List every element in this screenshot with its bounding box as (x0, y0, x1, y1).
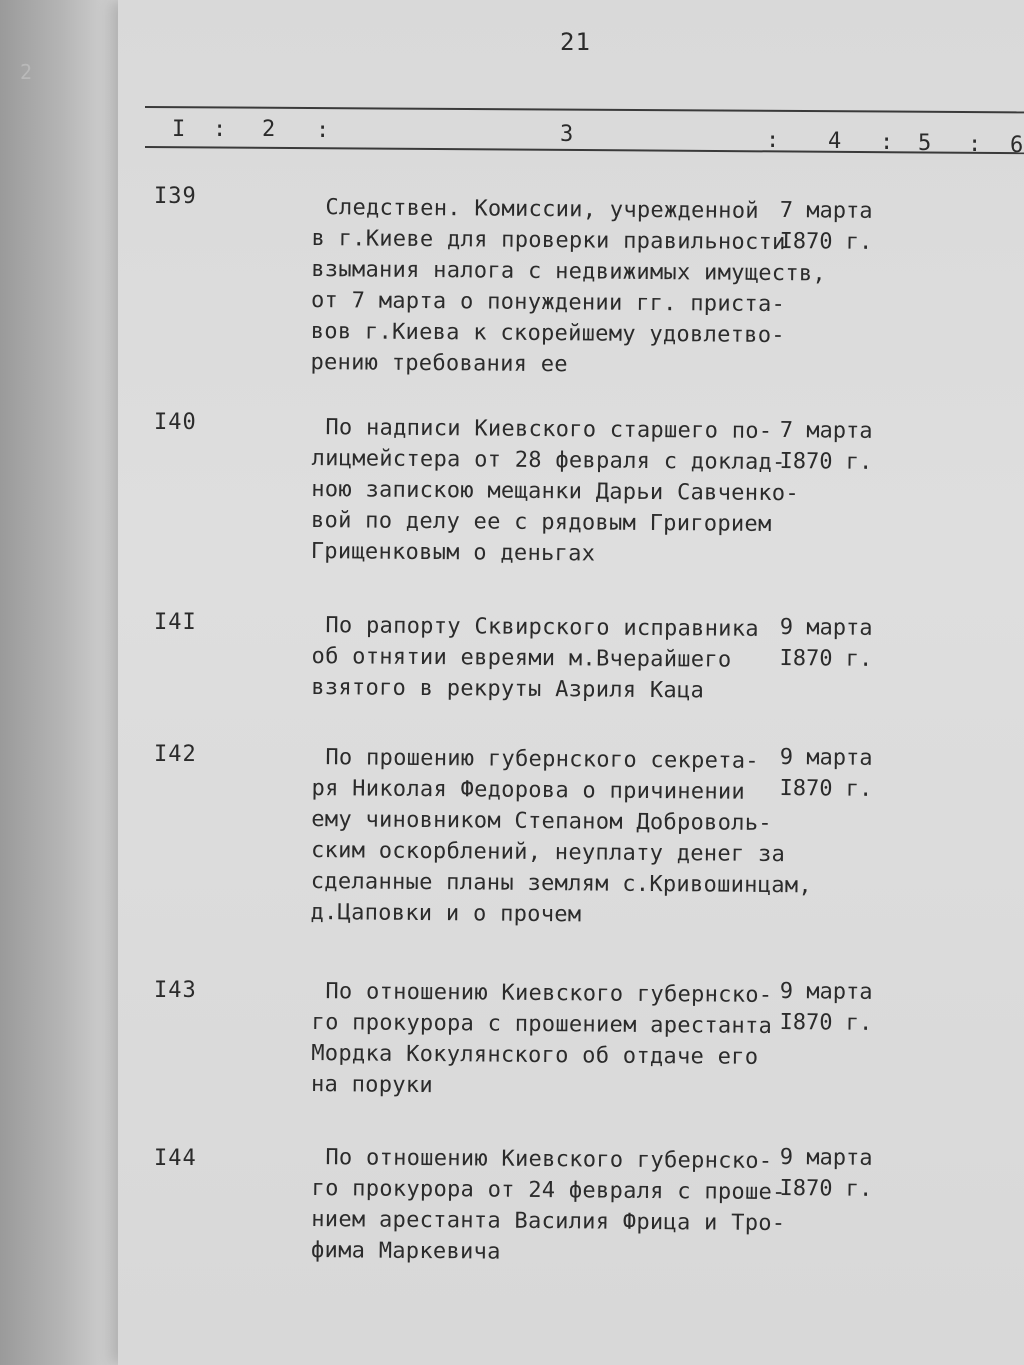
entry-description: По отношению Киевского губернско- го прокурора от 24 февраля с проше- нием арестанта Василия Фрица и Тро- фима Маркевича (310, 1144, 786, 1265)
column-separator: : (766, 128, 780, 153)
entry-number: I42 (154, 742, 197, 767)
column-separator: : (316, 118, 330, 143)
column-separator: : (880, 130, 894, 155)
entry-number: I43 (154, 978, 197, 1003)
entry-number: I44 (154, 1146, 197, 1171)
column-2-label: 2 (262, 117, 276, 142)
entry-number: I39 (154, 184, 197, 209)
entry-description: По прошению губернского секрета- ря Николая Федорова о причинении ему чиновником Степаном Доброволь- ским оскорблений, неуплату денег за сделанные планы землям с.Кривошинцам, д.Цаповки и о прочем (310, 744, 813, 928)
entry-number: I40 (154, 410, 197, 435)
entry-date: 9 марта I870 г. (779, 1144, 873, 1202)
column-separator: : (213, 117, 227, 142)
entry-date: 7 марта I870 г. (779, 197, 873, 255)
entry-date: 7 марта I870 г. (779, 417, 873, 475)
column-1-label: I (172, 117, 186, 142)
entry-description: По рапорту Сквирского исправника об отнятии евреями м.Вчерайшего взятого в рекруты Азриля Каца (311, 612, 759, 704)
column-separator: : (968, 132, 982, 157)
page-number: 21 (560, 28, 591, 56)
column-4-label: 4 (828, 129, 842, 154)
entry-number: I4I (154, 610, 197, 635)
entry-description: По отношению Киевского губернско- го прокурора с прошением арестанта Мордка Кокулянского об отдаче его на поруки (310, 978, 773, 1099)
column-6-label: 6 (1010, 133, 1024, 158)
entry-description: Следствен. Комиссии, учрежденной в г.Киеве для проверки правильности взымания налога с недвижимых имуществ, от 7 марта о понуждении гг. приста- вов г.Киева к скорейшему удовлетво- рению требования ее (310, 194, 827, 378)
column-5-label: 5 (918, 131, 932, 156)
entry-date: 9 марта I870 г. (779, 978, 873, 1036)
column-3-label: 3 (560, 122, 574, 147)
entry-description: По надписи Киевского старшего по- лицмейстера от 28 февраля с доклад- ною запискою мещанки Дарьи Савченко- вой по делу ее с рядовым Григорием Грищенковым о деньгах (310, 414, 800, 567)
entry-date: 9 марта I870 г. (779, 744, 873, 802)
entry-date: 9 марта I870 г. (779, 614, 873, 672)
bleed-through-mark: 2 (20, 60, 33, 84)
